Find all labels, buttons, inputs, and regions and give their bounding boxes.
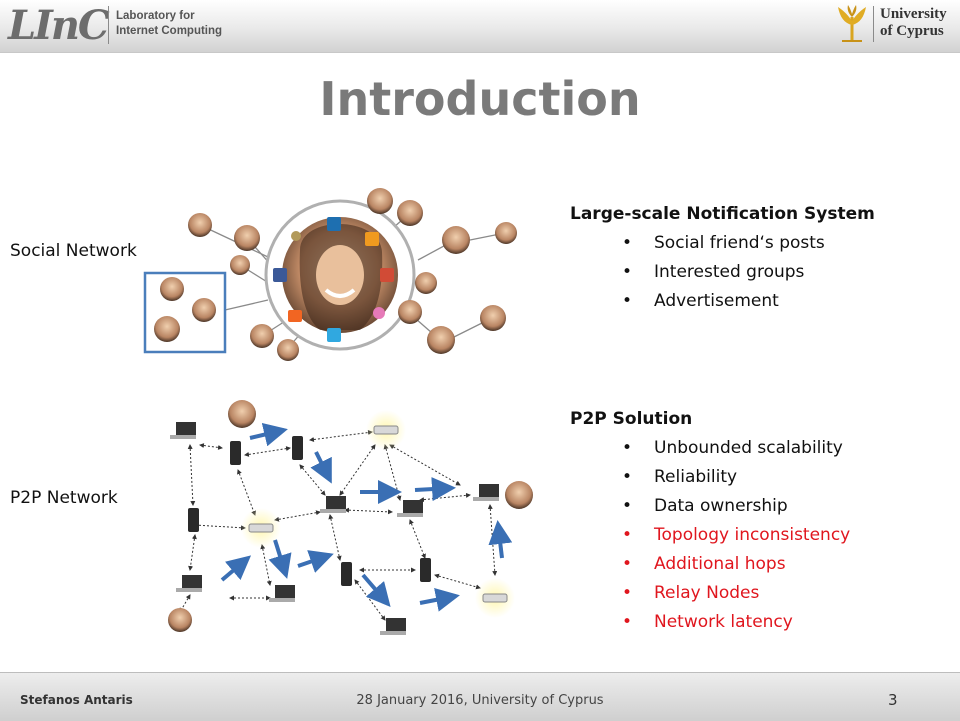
user-avatar <box>505 481 533 509</box>
linc-logo: LInC <box>8 2 108 49</box>
list-item: • Interested groups <box>570 258 875 287</box>
phone-icon <box>292 436 303 460</box>
footer-author: Stefanos Antaris <box>20 693 133 707</box>
notification-system-section <box>570 204 875 316</box>
slide-title: Introduction <box>319 72 641 126</box>
laptop-icon <box>320 496 346 513</box>
list-item-issue: • Network latency <box>570 608 850 637</box>
ucy-line2: of Cyprus <box>880 23 944 39</box>
laptop-icon <box>176 575 202 592</box>
router-icon <box>374 426 398 434</box>
p2p-network-label: P2P Network <box>10 488 118 508</box>
laptop-icon <box>269 585 295 602</box>
list-item-issue: • Relay Nodes <box>570 579 850 608</box>
slide-footer <box>0 672 960 721</box>
laptop-icon <box>380 618 406 635</box>
social-network-label: Social Network <box>10 241 137 261</box>
router-icon <box>249 524 273 532</box>
p2p-solution-list <box>570 434 850 637</box>
phone-icon <box>230 441 241 465</box>
p2p-laptops <box>170 422 499 635</box>
user-avatar <box>168 608 192 632</box>
laptop-icon <box>170 422 196 439</box>
list-item: • Social friend‘s posts <box>570 229 875 258</box>
user-avatar <box>228 400 256 428</box>
phone-icon <box>188 508 199 532</box>
phone-icon <box>420 558 431 582</box>
list-item: • Reliability <box>570 463 850 492</box>
list-item-issue: • Topology inconsistency <box>570 521 850 550</box>
laptop-icon <box>397 500 423 517</box>
section-heading: P2P Solution <box>570 409 693 429</box>
p2p-links <box>180 432 495 620</box>
linc-subtitle-line1: Laboratory for <box>116 10 195 22</box>
footer-date: 28 January 2016, University of Cyprus <box>356 693 604 708</box>
list-item: • Data ownership <box>570 492 850 521</box>
section-heading: Large-scale Notification System <box>570 204 875 224</box>
list-item: • Unbounded scalability <box>570 434 850 463</box>
phone-icon <box>341 562 352 586</box>
list-item: • Advertisement <box>570 287 875 316</box>
router-icon <box>483 594 507 602</box>
list-item-issue: • Additional hops <box>570 550 850 579</box>
linc-subtitle-line2: Internet Computing <box>116 25 223 37</box>
page-number: 3 <box>888 691 898 709</box>
laptop-icon <box>473 484 499 501</box>
p2p-solution-section <box>570 409 850 637</box>
ucy-line1: University <box>880 6 947 22</box>
notification-list <box>570 229 875 316</box>
